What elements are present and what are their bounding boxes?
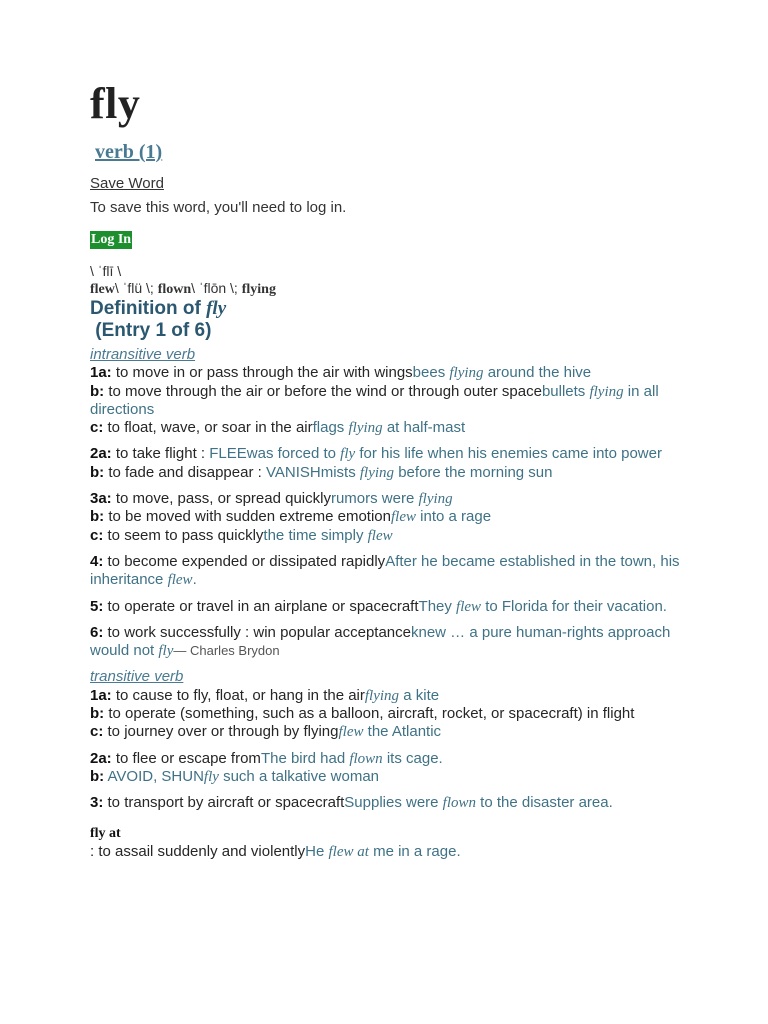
example: The bird had flown its cage. [260, 749, 443, 767]
example: knew … a pure human-rights approach would not fly [90, 623, 671, 660]
sense-1a: 1a: to move in or pass through the air with wingsbees flying around the hive [90, 364, 592, 382]
example: the time simply flew [263, 526, 393, 544]
sense-3b: b: to be moved with sudden extreme emotionflew into a rage [90, 508, 492, 526]
synonym-link-flee[interactable]: FLEE [209, 445, 247, 463]
part-of-speech-link[interactable]: verb (1) [95, 141, 163, 163]
sense-5: 5: to operate or travel in an airplane or spacecraftThey flew to Florida for their vacation. [90, 597, 667, 615]
sense-1 [90, 364, 690, 437]
phrase-definition: : to assail suddenly and violently [90, 842, 306, 860]
transitive-sense-1c: c: to journey over or through by flyingflew the Atlantic [90, 723, 442, 741]
sense-2b: b: to fade and disappear : VANISHmists flying before the morning sun [90, 463, 553, 481]
definitions-body [90, 346, 690, 869]
transitive-sense-2a: 2a: to flee or escape fromThe bird had flown its cage. [90, 749, 443, 767]
definition-heading [90, 298, 226, 342]
pron-flew: \ ˈflü \; [114, 280, 158, 296]
sense-3a: 3a: to move, pass, or spread quicklyrumors were flying [90, 490, 453, 508]
sense-6: 6: to work successfully : win popular acceptanceknew … a pure human-rights approach would not fly— Charles Brydon [90, 623, 671, 660]
example: Supplies were flown to the disaster area. [344, 794, 613, 812]
transitive-sense-1b: b: to operate (something, such as a balloon, aircraft, rocket, or spacecraft) in flight [90, 705, 635, 723]
example: bees flying around the hive [412, 364, 592, 382]
sense-3 [90, 490, 690, 545]
login-button[interactable]: Log In [91, 232, 132, 247]
transitive-sense-2b: b: AVOID, SHUNfly such a talkative woman [90, 767, 379, 785]
form-flying: flying [241, 282, 276, 297]
sense-3c: c: to seem to pass quicklythe time simply flew [90, 526, 393, 544]
transitive-sense-1a: 1a: to cause to fly, float, or hang in the airflying a kite [90, 686, 440, 704]
example: flew into a rage [391, 508, 492, 526]
sense-1b: b: to move through the air or before the wind or through outer spacebullets flying in all directions [90, 382, 659, 418]
example: flying a kite [364, 686, 440, 704]
phrase-fly-at [90, 825, 690, 862]
example: They flew to Florida for their vacation. [418, 597, 667, 615]
example: After he became established in the town, his inheritance flew. [90, 552, 680, 589]
sense-1c: c: to float, wave, or soar in the airflags flying at half-mast [90, 419, 466, 437]
headword: fly [90, 79, 141, 128]
definition-heading-prefix: Definition of [90, 298, 207, 319]
inflected-forms [90, 280, 276, 298]
form-flown: flown [157, 282, 192, 297]
pronunciation: \ ˈflī \ [90, 263, 122, 279]
example: rumors were flying [330, 490, 453, 508]
sense-4: 4: to become expended or dissipated rapidlyAfter he became established in the town, his inheritance flew. [90, 552, 680, 589]
example: He flew at me in a rage. [305, 842, 461, 860]
example: bullets flying in all directions [90, 382, 659, 418]
transitive-sense-3: 3: to transport by aircraft or spacecraftSupplies were flown to the disaster area. [90, 794, 613, 812]
definition-heading-word: fly [206, 298, 227, 319]
save-word-link[interactable]: Save Word [90, 175, 164, 192]
example: mists flying before the morning sun [320, 463, 553, 481]
sense-2a: 2a: to take flight : FLEEwas forced to fly for his life when his enemies came into power [90, 445, 662, 463]
synonym-link-vanish[interactable]: VANISH [265, 463, 321, 481]
pron-flown: \ ˈflōn \; [191, 280, 242, 296]
sense-2 [90, 445, 690, 482]
example: flew the Atlantic [338, 723, 442, 741]
transitive-sense-2 [90, 750, 690, 787]
phrase-term: fly at [90, 825, 121, 841]
form-flew: flew [90, 282, 115, 297]
example: was forced to fly for his life when his enemies came into power [246, 445, 662, 463]
save-word-note: To save this word, you'll need to log in. [90, 199, 347, 216]
synonym-links-avoid-shun[interactable]: AVOID, SHUN [104, 767, 204, 785]
attribution: — Charles Brydon [173, 643, 280, 659]
example: fly such a talkative woman [203, 767, 379, 785]
transitive-sense-1 [90, 687, 690, 742]
intransitive-verb-label[interactable]: intransitive verb [90, 346, 196, 363]
transitive-verb-label[interactable]: transitive verb [90, 668, 184, 686]
example: flags flying at half-mast [312, 419, 466, 437]
definition-heading-entry: (Entry 1 of 6) [95, 320, 212, 341]
